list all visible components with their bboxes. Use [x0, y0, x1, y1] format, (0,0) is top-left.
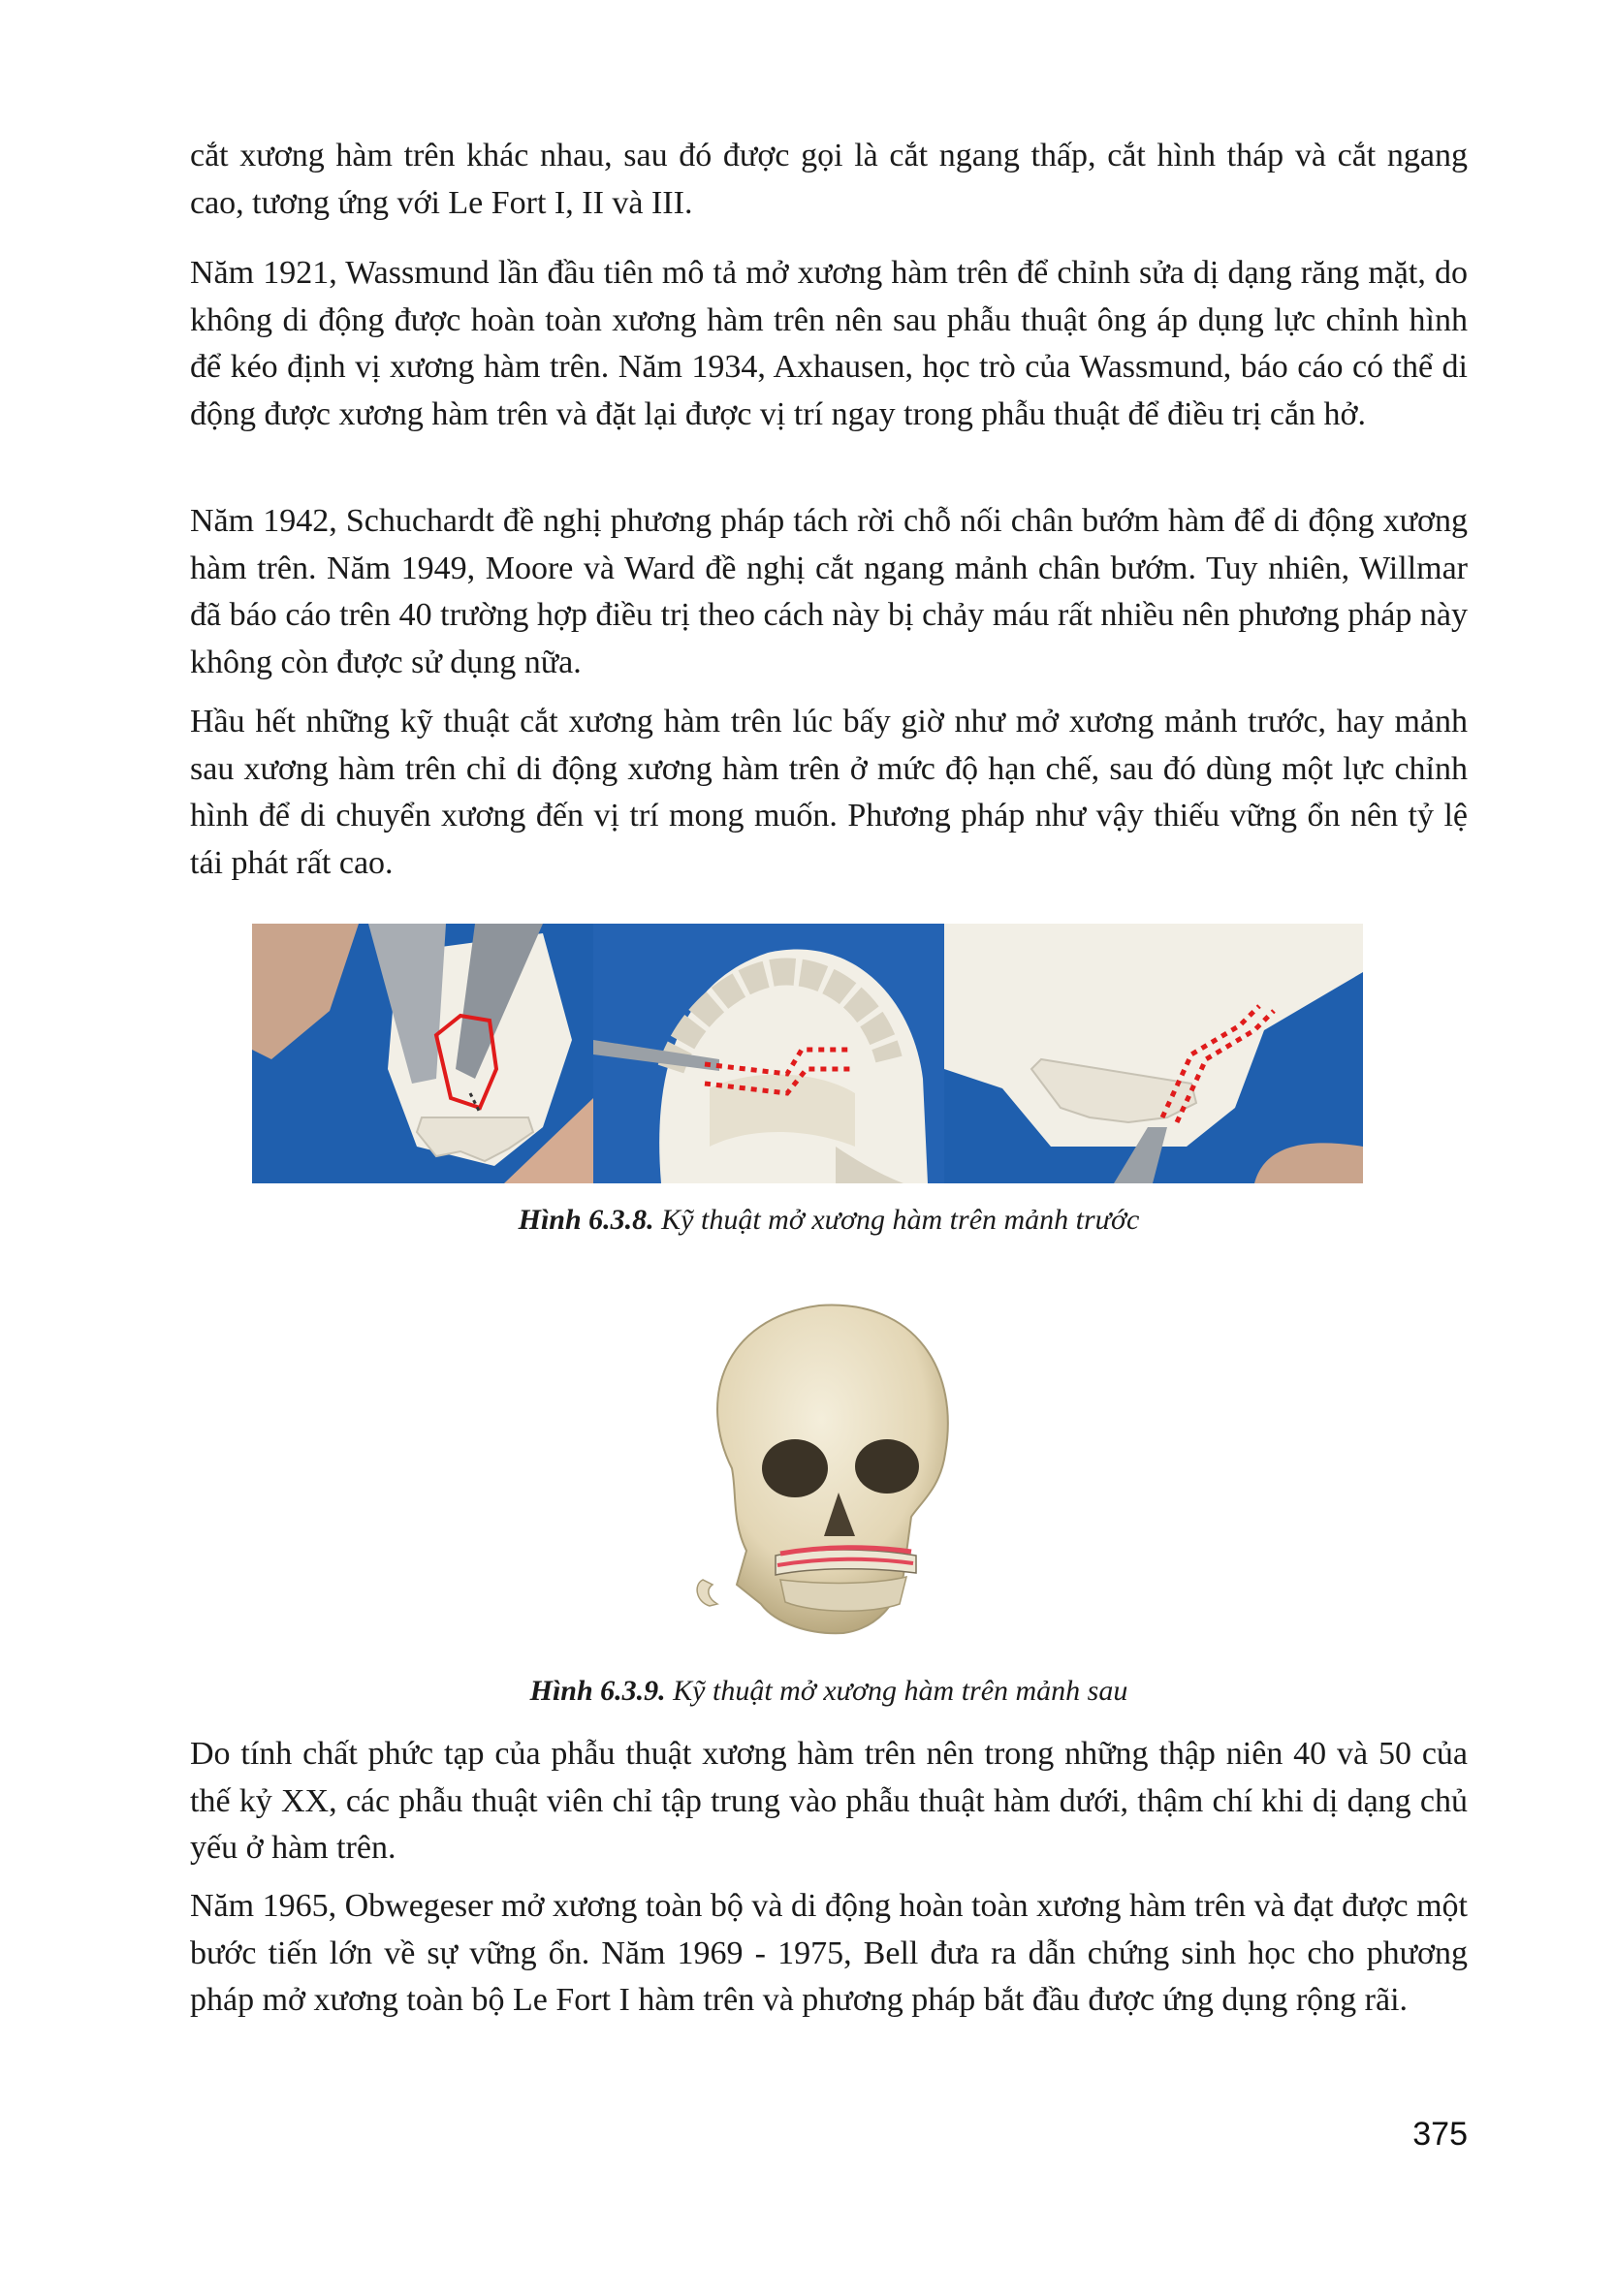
paragraph-2: Năm 1921, Wassmund lần đầu tiên mô tả mở xương hàm trên để chỉnh sửa dị dạng răng mặt, do không di động được hoàn toàn xương hàm trên nên sau phẫu thuật ông áp dụng lực chỉnh hình để kéo định vị xương hàm trên. Năm 1934, Axhausen, học trò của Wassmund, báo cáo có thể di động được xương hàm trên và đặt lại được vị trí ngay trong phẫu thuật để điều trị cắn hở.	[190, 255, 1468, 432]
figure-6-3-9-caption	[190, 1672, 1468, 1711]
figure-6-3-8-label: Hình 6.3.8.	[518, 1204, 654, 1236]
figure-6-3-9-skull-illustration	[679, 1294, 969, 1643]
paragraph-5: Do tính chất phức tạp của phẫu thuật xương hàm trên nên trong những thập niên 40 và 50 của thế kỷ XX, các phẫu thuật viên chỉ tập trung vào phẫu thuật hàm dưới, thậm chí khi dị dạng chủ yếu ở hàm trên.	[190, 1736, 1468, 1866]
figure-6-3-8-text: Kỹ thuật mở xương hàm trên mảnh trước	[661, 1204, 1140, 1236]
figure-6-3-8-photo-middle	[593, 924, 944, 1183]
paragraph-3: Năm 1942, Schuchardt đề nghị phương pháp tách rời chỗ nối chân bướm hàm để di động xương hàm trên. Năm 1949, Moore và Ward đề nghị cắt ngang mảnh chân bướm. Tuy nhiên, Willmar đã báo cáo trên 40 trường hợp điều trị theo cách này bị chảy máu rất nhiều nên phương pháp này không còn được sử dụng nữa.	[190, 503, 1468, 680]
figure-6-3-8-photo-left	[252, 924, 593, 1183]
figure-6-3-9-text: Kỹ thuật mở xương hàm trên mảnh sau	[673, 1675, 1128, 1707]
page-number: 375	[1412, 2116, 1468, 2153]
paragraph-1: cắt xương hàm trên khác nhau, sau đó được gọi là cắt ngang thấp, cắt hình tháp và cắt ngang cao, tương ứng với Le Fort I, II và III.	[190, 138, 1468, 221]
paragraph-4: Hầu hết những kỹ thuật cắt xương hàm trên lúc bấy giờ như mở xương mảnh trước, hay mảnh sau xương hàm trên chỉ di động xương hàm trên ở mức độ hạn chế, sau đó dùng một lực chỉnh hình để di chuyển xương đến vị trí mong muốn. Phương pháp như vậy thiếu vững ổn nên tỷ lệ tái phát rất cao.	[190, 704, 1468, 881]
paragraph-6: Năm 1965, Obwegeser mở xương toàn bộ và di động hoàn toàn xương hàm trên và đạt được một bước tiến lớn về sự vững ổn. Năm 1969 - 1975, Bell đưa ra dẫn chứng sinh học cho phương pháp mở xương toàn bộ Le Fort I hàm trên và phương pháp bắt đầu được ứng dụng rộng rãi.	[190, 1888, 1468, 2018]
figure-6-3-8-caption	[190, 1201, 1468, 1240]
figure-6-3-8-photo-right	[944, 924, 1363, 1183]
figure-6-3-9-label: Hình 6.3.9.	[529, 1675, 666, 1707]
